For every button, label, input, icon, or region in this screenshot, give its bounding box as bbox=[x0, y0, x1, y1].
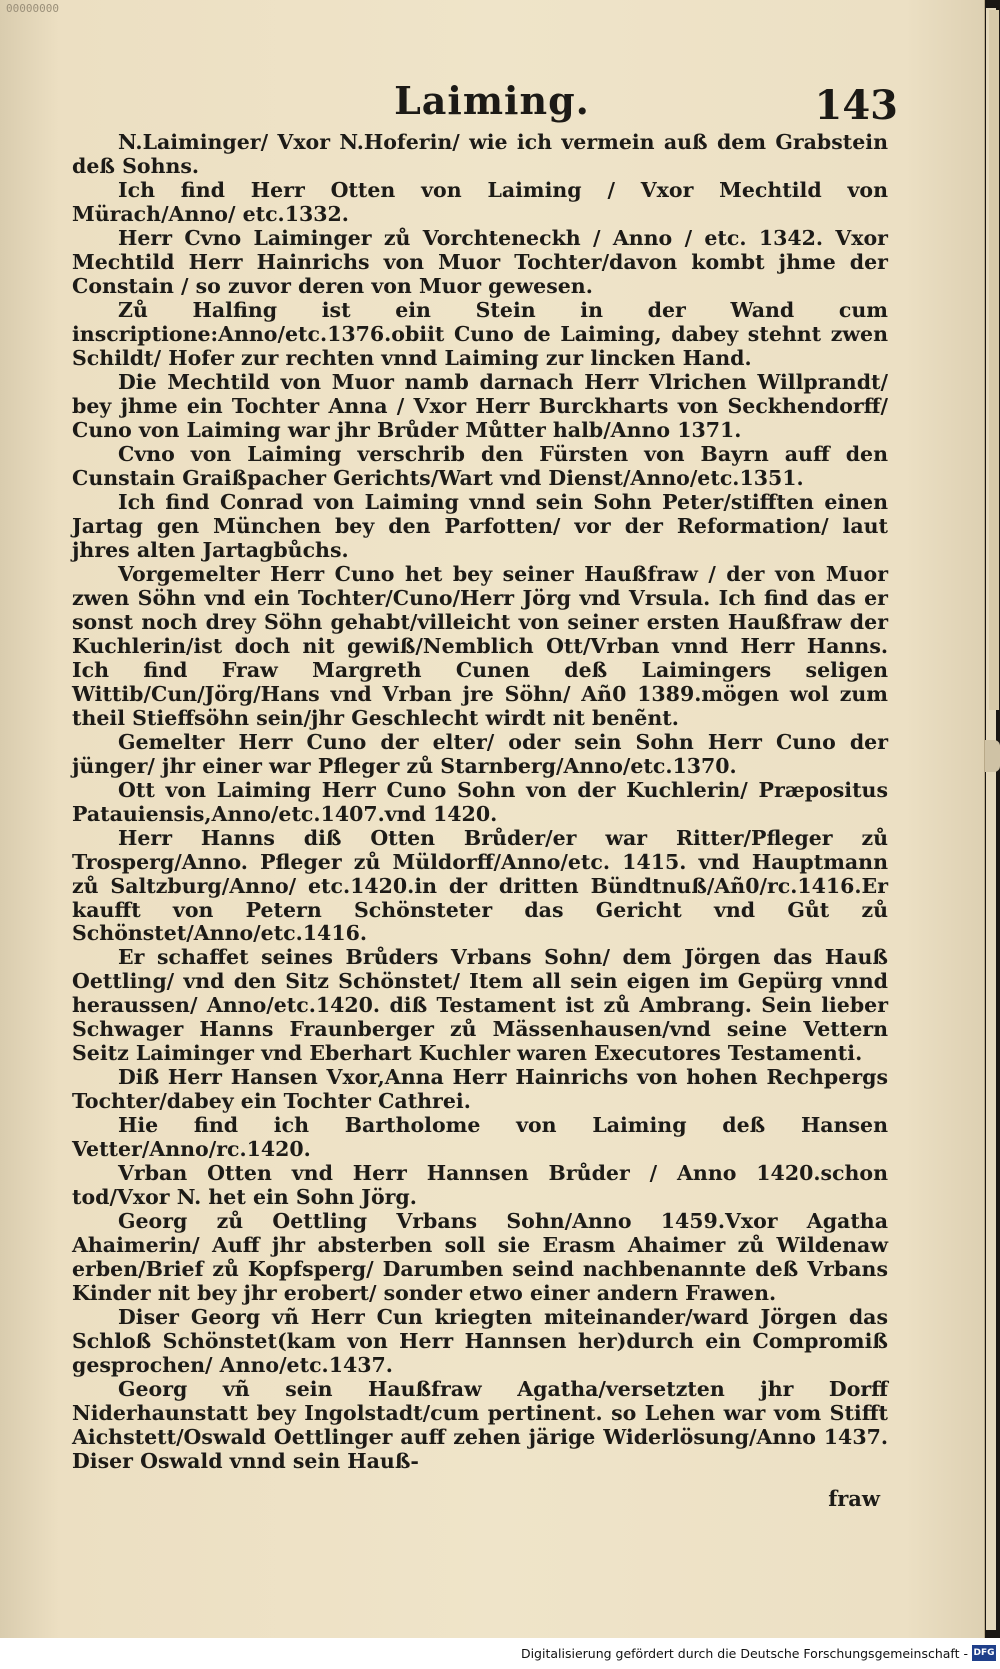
paragraph: Georg vñ sein Haußfraw Agatha/versetzten jhr Dorff Niderhaunstatt bey Ingolstadt/cum pertinent. so Lehen war vom Stifft Aichstett/Oswald Oettlinger auff zehen järige Widerlösung/Anno 1437. Diser Oswald vnnd sein Hauß- bbox=[72, 1377, 888, 1474]
paragraph: Hie find ich Bartholome von Laiming deß Hansen Vetter/Anno/rc.1420. bbox=[72, 1113, 888, 1162]
paragraph: Ott von Laiming Herr Cuno Sohn von der Kuchlerin/ Præpositus Patauiensis,Anno/etc.1407.vnd 1420. bbox=[72, 777, 888, 826]
paragraph: Zů Halfing ist ein Stein in der Wand cum inscriptione:Anno/etc.1376.obiit Cuno de Laiming, dabey stehnt zwen Schildt/ Hofer zur rechten vnnd Laiming zur lincken Hand. bbox=[72, 297, 888, 370]
paragraph: Gemelter Herr Cuno der elter/ oder sein Sohn Herr Cuno der jünger/ jhr einer war Pfleger zů Starnberg/Anno/etc.1370. bbox=[72, 729, 888, 778]
catchword: fraw bbox=[828, 1486, 880, 1511]
paragraph: N.Laiminger/ Vxor N.Hoferin/ wie ich vermein auß dem Grabstein deß Sohns. bbox=[72, 130, 888, 178]
funding-notice: Digitalisierung gefördert durch die Deutsche Forschungsgemeinschaft - bbox=[520, 1646, 968, 1661]
paragraph: Cvno von Laiming verschrib den Fürsten von Bayrn auff den Cunstain Graißpacher Gerichts/Wart vnd Dienst/Anno/etc.1351. bbox=[72, 441, 888, 490]
body-text bbox=[72, 130, 888, 1473]
paragraph: Er schaffet seines Brůders Vrbans Sohn/ dem Jörgen das Hauß Oettling/ vnd den Sitz Schönstet/ Item all sein eigen im Gepürg vnnd heraussen/ Anno/etc.1420. diß Testament ist zů Ambrang. Sein lieber Schwager Hanns Fraunberger zů Mässenhausen/vnd seine Vettern Seitz Laiminger vnd Eberhart Kuchler waren Executores Testamenti. bbox=[72, 945, 888, 1066]
archive-stamp: 00000000 bbox=[6, 2, 59, 15]
paragraph: Georg zů Oettling Vrbans Sohn/Anno 1459.Vxor Agatha Ahaimerin/ Auff jhr absterben soll sie Erasm Ahaimer zů Wildenaw erben/Brief zů Kopfsperg/ Darumben seind nachbenannte deß Vrbans Kinder nit bey jhr erobert/ sonder etwo einer andern Frawen. bbox=[72, 1209, 888, 1306]
paragraph: Vrban Otten vnd Herr Hannsen Brůder / Anno 1420.schon tod/Vxor N. het ein Sohn Jörg. bbox=[72, 1161, 888, 1210]
paragraph: Die Mechtild von Muor namb darnach Herr Vlrichen Willprandt/ bey jhme ein Tochter Anna / Vxor Herr Burckharts von Seckhendorff/ Cuno von Laiming war jhr Brůder Můtter halb/Anno 1371. bbox=[72, 369, 888, 442]
paragraph: Ich find Conrad von Laiming vnnd sein Sohn Peter/stifften einen Jartag gen München bey den Parfotten/ vor der Reformation/ laut jhres alten Jartagbůchs. bbox=[72, 489, 888, 562]
page-tab bbox=[985, 740, 1000, 772]
footer-bar bbox=[0, 1638, 1000, 1669]
paragraph: Herr Cvno Laiminger zů Vorchteneckh / Anno / etc. 1342. Vxor Mechtild Herr Hainrichs von Muor Tochter/davon kombt jhme der Constain / so zuvor deren von Muor gewesen. bbox=[72, 225, 888, 298]
paragraph: Herr Hanns diß Otten Brůder/er war Ritter/Pfleger zů Trosperg/Anno. Pfleger zů Müldorff/Anno/etc. 1415. vnd Hauptmann zů Saltzburg/Anno/ etc.1420.in der dritten Bündtnuß/Añ0/rc.1416.Er kaufft von Petern Schönsteter das Gericht vnd Gůt zů Schönstet/Anno/etc.1416. bbox=[72, 825, 888, 946]
paragraph: Ich find Herr Otten von Laiming / Vxor Mechtild von Mürach/Anno/ etc.1332. bbox=[72, 177, 888, 226]
paragraph: Diser Georg vñ Herr Cun kriegten miteinander/ward Jörgen das Schloß Schönstet(kam von Herr Hannsen her)durch ein Compromiß gesprochen/ Anno/etc.1437. bbox=[72, 1305, 888, 1378]
page-edge bbox=[989, 10, 999, 710]
paragraph: Vorgemelter Herr Cuno het bey seiner Haußfraw / der von Muor zwen Söhn vnd ein Tochter/Cuno/Herr Jörg vnd Vrsula. Ich find das er sonst noch drey Söhn gehabt/villeicht von seiner ersten Haußfraw der Kuchlerin/ist doch nit gewiß/Nemblich Ott/Vrban vnnd Herr Hanns. Ich find Fraw Margreth Cunen deß Laimingers seligen Wittib/Cun/Jörg/Hans vnd Vrban jre Söhn/ Añ0 1389.mögen wol zum theil Stieffsöhn sein/jhr Geschlecht wirdt nit benẽnt. bbox=[72, 561, 888, 730]
dfg-logo: DFG bbox=[972, 1645, 996, 1661]
page-number: 143 bbox=[814, 82, 898, 129]
running-head: Laiming. bbox=[394, 78, 590, 123]
paragraph: Diß Herr Hansen Vxor,Anna Herr Hainrichs von hohen Rechpergs Tochter/dabey ein Tochter Cathrei. bbox=[72, 1065, 888, 1114]
